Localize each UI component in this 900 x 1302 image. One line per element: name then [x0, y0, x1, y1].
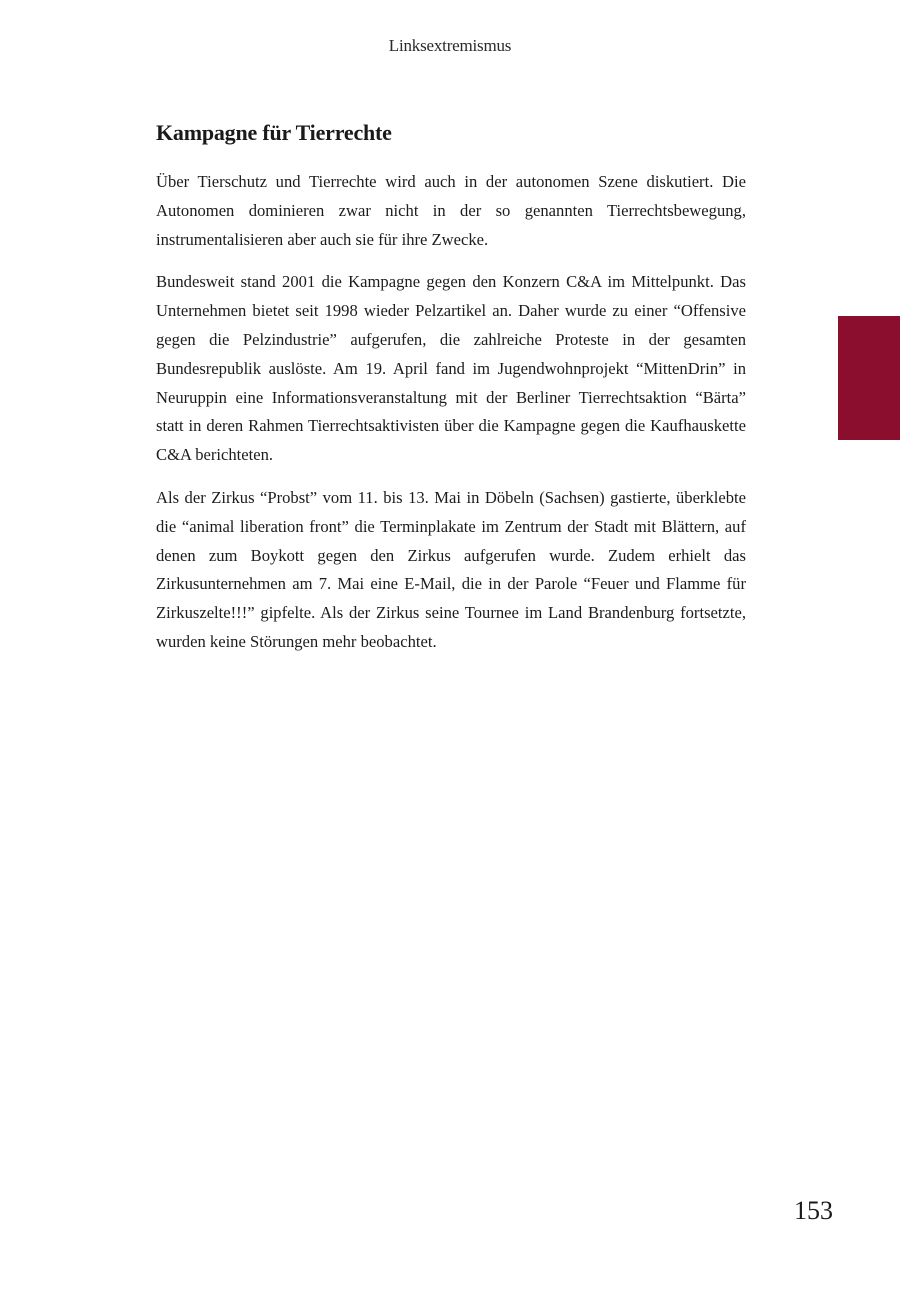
body-text	[156, 168, 746, 671]
running-header: Linksextremismus	[388, 36, 512, 55]
paragraph-1: Über Tierschutz und Tierrechte wird auch in der autonomen Szene diskutiert. Die Autonomen dominieren zwar nicht in der so genannten Tierrechtsbewegung, instrumentalisieren aber auch sie für ihre Zwecke.	[156, 172, 746, 249]
page-number: 153	[794, 1196, 833, 1225]
paragraph-2: Bundesweit stand 2001 die Kampagne gegen den Konzern C&A im Mittelpunkt. Das Unternehmen bietet seit 1998 wieder Pelzartikel an. Daher wurde zu einer “Offensive gegen die Pelzindustrie” aufgerufen, die zahlreiche Proteste in der gesamten Bundesrepublik auslöste. Am 19. April fand im Jugendwohnprojekt “MittenDrin” in Neuruppin eine Informationsveranstaltung mit der Berliner Tierrechtsaktion “Bärta” statt in deren Rahmen Tierrechtsaktivisten über die Kampagne gegen die Kaufhauskette C&A berichteten.	[156, 272, 746, 465]
chapter-thumb-tab	[838, 316, 900, 440]
section-title: Kampagne für Tierrechte	[156, 120, 392, 145]
paragraph-3: Als der Zirkus “Probst” vom 11. bis 13. Mai in Döbeln (Sachsen) gastierte, überklebte die “animal liberation front” die Terminplakate im Zentrum der Stadt mit Blättern, auf denen zum Boykott gegen den Zirkus aufgerufen wurde. Zudem erhielt das Zirkusunternehmen am 7. Mai eine E-Mail, die in der Parole “Feuer und Flamme für Zirkuszelte!!!” gipfelte. Als der Zirkus seine Tournee im Land Brandenburg fortsetzte, wurden keine Störungen mehr beobachtet.	[156, 487, 746, 651]
